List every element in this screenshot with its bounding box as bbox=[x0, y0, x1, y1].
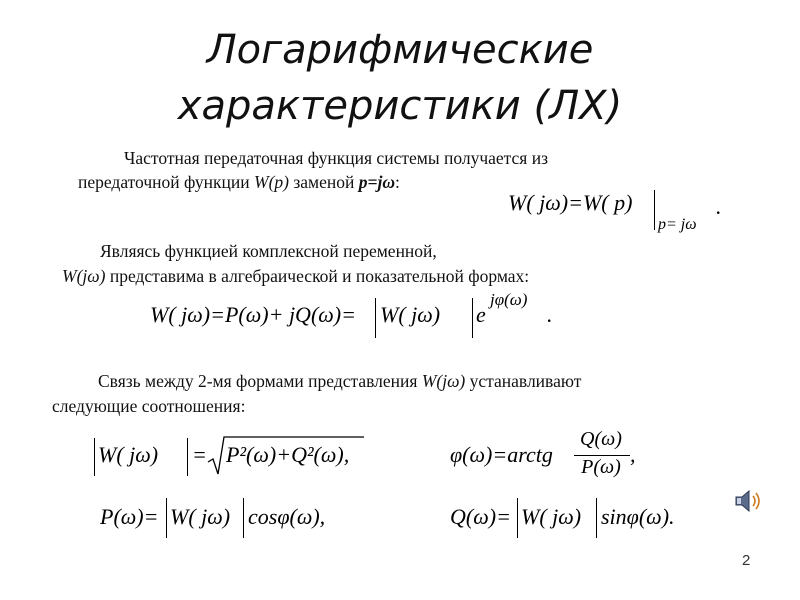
formula6-mod: W( jω) bbox=[521, 504, 582, 529]
formula1-end: . bbox=[716, 194, 722, 219]
formula2-mod-bar-left bbox=[375, 298, 376, 338]
para3-text-a: Связь между 2-мя формами представления bbox=[98, 371, 422, 391]
para3-text-b: устанавливают bbox=[465, 371, 582, 391]
formula1-subscript: p= jω bbox=[658, 216, 697, 233]
para1-substitution: p=jω bbox=[358, 172, 395, 192]
formula4-end: , bbox=[630, 442, 636, 467]
formula6-right: sinφ(ω). bbox=[601, 504, 675, 529]
formula5-mod-bar-right bbox=[243, 498, 244, 538]
formula6-mod-bar-left bbox=[517, 498, 518, 538]
para2-w-jw: W(jω) bbox=[62, 266, 106, 286]
formula1-eval-bar bbox=[654, 190, 655, 230]
formula3-mod: W( jω) bbox=[98, 442, 159, 467]
formula2-exp-base: e bbox=[476, 302, 486, 327]
para1-line1: Частотная передаточная функция системы получается из bbox=[124, 148, 548, 168]
formula2-mod-bar-right bbox=[472, 298, 473, 338]
para3-line2: следующие соотношения: bbox=[52, 396, 246, 416]
formula1-main: W( jω)=W( p) bbox=[508, 190, 633, 215]
formula2-exponent: jφ(ω) bbox=[490, 290, 528, 309]
speaker-icon[interactable] bbox=[734, 488, 766, 514]
para1-text-b: заменой bbox=[288, 172, 359, 192]
formula6-left: Q(ω)= bbox=[450, 504, 511, 529]
para3-line1 bbox=[98, 370, 581, 392]
formula4-numerator: Q(ω) bbox=[580, 428, 622, 450]
para2-text: представима в алгебраической и показательной формах: bbox=[105, 266, 530, 286]
formula2-left: W( jω)=P(ω)+ jQ(ω)= bbox=[150, 302, 356, 327]
slide-title-line1: Логарифмические bbox=[206, 27, 594, 73]
formula3-mod-bar-right bbox=[187, 438, 188, 476]
para1-text-c: : bbox=[395, 172, 400, 192]
formula2-mod: W( jω) bbox=[380, 302, 441, 327]
formula2-end: . bbox=[547, 302, 553, 327]
formula3-mod-bar-left bbox=[94, 438, 95, 476]
para1-text-a: передаточной функции bbox=[78, 172, 254, 192]
para2-line1: Являясь функцией комплексной переменной, bbox=[100, 241, 437, 261]
formula5-mod-bar-left bbox=[166, 498, 167, 538]
para2-line2 bbox=[62, 265, 529, 287]
formula3-radicand: P²(ω)+Q²(ω), bbox=[226, 442, 350, 467]
page-number: 2 bbox=[742, 552, 751, 569]
para3-w-jw: W(jω) bbox=[421, 371, 466, 391]
formula5-left: P(ω)= bbox=[100, 504, 159, 529]
formula5-mod: W( jω) bbox=[170, 504, 231, 529]
formula4-denominator: P(ω) bbox=[581, 456, 621, 478]
formula5-right: cosφ(ω), bbox=[248, 504, 326, 529]
para1-line2 bbox=[78, 171, 400, 193]
formula4-left: φ(ω)=arctg bbox=[450, 442, 553, 467]
formula3-eq: = bbox=[192, 442, 207, 467]
para1-w-p: W(p) bbox=[254, 172, 289, 192]
formula6-mod-bar-right bbox=[596, 498, 597, 538]
slide-title-line2: характеристики (ЛХ) bbox=[177, 83, 623, 129]
